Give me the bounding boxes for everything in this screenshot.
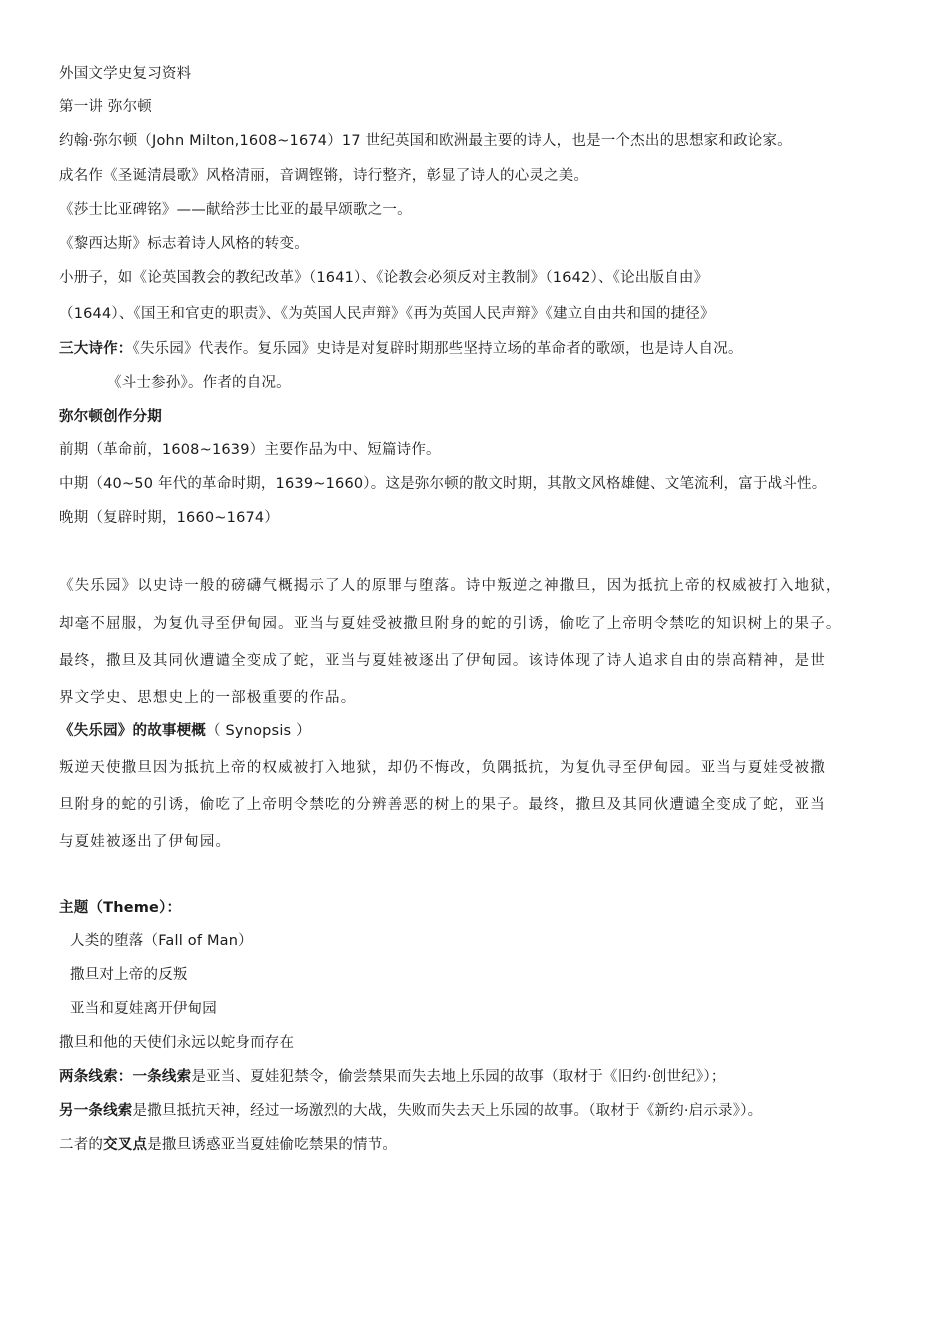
period-line: 中期（40~50 年代的革命时期，1639~1660）。这是弥尔顿的散文时期，其散文风格雄健、文笔流利，富于战斗性。: [59, 476, 827, 492]
cross-point-line: [59, 1135, 397, 1155]
work-line: 成名作《圣诞清晨歌》风格清丽，音调铿锵，诗行整齐，彰显了诗人的心灵之美。: [59, 168, 589, 184]
three-poems-text: 《失乐园》代表作。复乐园》史诗是对复辟时期那些坚持立场的革命者的歌颂，也是诗人自况。: [132, 341, 743, 357]
synopsis-heading: [59, 721, 311, 741]
lecture-heading: 第一讲 弥尔顿: [59, 99, 153, 115]
period-line: 前期（革命前，1608~1639）主要作品为中、短篇诗作。: [59, 442, 441, 458]
synopsis-heading-title: 《失乐园》的故事梗概: [59, 723, 206, 739]
cross-text: 是撒旦诱惑亚当夏娃偷吃禁果的情节。: [147, 1137, 398, 1153]
theme-item: 撒旦对上帝的反叛: [70, 967, 188, 983]
clue-label-1: 两条线索：一条线索: [59, 1069, 192, 1085]
pamphlets-line: 小册子，如《论英国教会的教纪改革》（1641）、《论教会必须反对主教制》（1642）、《论出版自由》: [59, 270, 709, 286]
theme-last-line: 撒旦和他的天使们永远以蛇身而存在: [59, 1035, 295, 1051]
clue-line-1: [59, 1067, 726, 1087]
paradise-paragraph-line: 却毫不屈服，为复仇寻至伊甸园。亚当与夏娃受被撒旦附身的蛇的引诱，偷吃了上帝明令禁吃的知识树上的果子。: [59, 616, 842, 632]
theme-item: 亚当和夏娃离开伊甸园: [70, 1001, 217, 1017]
synopsis-heading-suffix: （ Synopsis ）: [206, 723, 311, 739]
cross-label: 交叉点: [103, 1137, 148, 1153]
work-line: 《黎西达斯》标志着诗人风格的转变。: [59, 236, 309, 252]
doc-title: 外国文学史复习资料: [59, 66, 192, 82]
work-line: 《莎士比亚碑铭》——献给莎士比亚的最早颂歌之一。: [59, 202, 412, 218]
cross-prefix: 二者的: [59, 1137, 104, 1153]
theme-heading: 主题（Theme）：: [59, 900, 182, 916]
three-poems-label: 三大诗作：: [59, 341, 133, 357]
samson-line: 《斗士参孙》。作者的自况。: [107, 375, 291, 391]
paradise-paragraph-line: 最终，撒旦及其同伙遭谴全变成了蛇，亚当与夏娃被逐出了伊甸园。该诗体现了诗人追求自由的崇高精神，是世: [59, 653, 826, 669]
period-line: 晚期（复辟时期，1660~1674）: [59, 510, 280, 526]
paradise-paragraph-line: 《失乐园》以史诗一般的磅礴气概揭示了人的原罪与堕落。诗中叛逆之神撒旦，因为抵抗上帝的权威被打入地狱，: [59, 578, 842, 594]
clue-label-2: 另一条线索: [59, 1103, 133, 1119]
theme-item: 人类的堕落（Fall of Man）: [70, 933, 253, 949]
three-poems-line: [59, 339, 743, 359]
synopsis-paragraph-line: 与夏娃被逐出了伊甸园。: [59, 834, 232, 850]
periods-heading: 弥尔顿创作分期: [59, 409, 162, 425]
clue-text-2: 是撒旦抵抗天神，经过一场激烈的大战，失败而失去天上乐园的故事。（取材于《新约·启示录》）。: [132, 1103, 763, 1119]
clue-line-2: [59, 1101, 762, 1121]
pamphlets-line: （1644）、《国王和官吏的职责》、《为英国人民声辩》《再为英国人民声辩》《建立自由共和国的捷径》: [59, 306, 715, 322]
intro-paragraph: 约翰·弥尔顿（John Milton,1608~1674）17 世纪英国和欧洲最主要的诗人，也是一个杰出的思想家和政论家。: [59, 133, 792, 149]
clue-text-1: 是亚当、夏娃犯禁令，偷尝禁果而失去地上乐园的故事（取材于《旧约·创世纪》）；: [191, 1069, 726, 1085]
synopsis-paragraph-line: 叛逆天使撒旦因为抵抗上帝的权威被打入地狱，却仍不悔改，负隅抵抗，为复仇寻至伊甸园。亚当与夏娃受被撒: [59, 760, 826, 776]
synopsis-paragraph-line: 旦附身的蛇的引诱，偷吃了上帝明令禁吃的分辨善恶的树上的果子。最终，撒旦及其同伙遭谴全变成了蛇，亚当: [59, 797, 826, 813]
paradise-paragraph-line: 界文学史、思想史上的一部极重要的作品。: [59, 690, 357, 706]
